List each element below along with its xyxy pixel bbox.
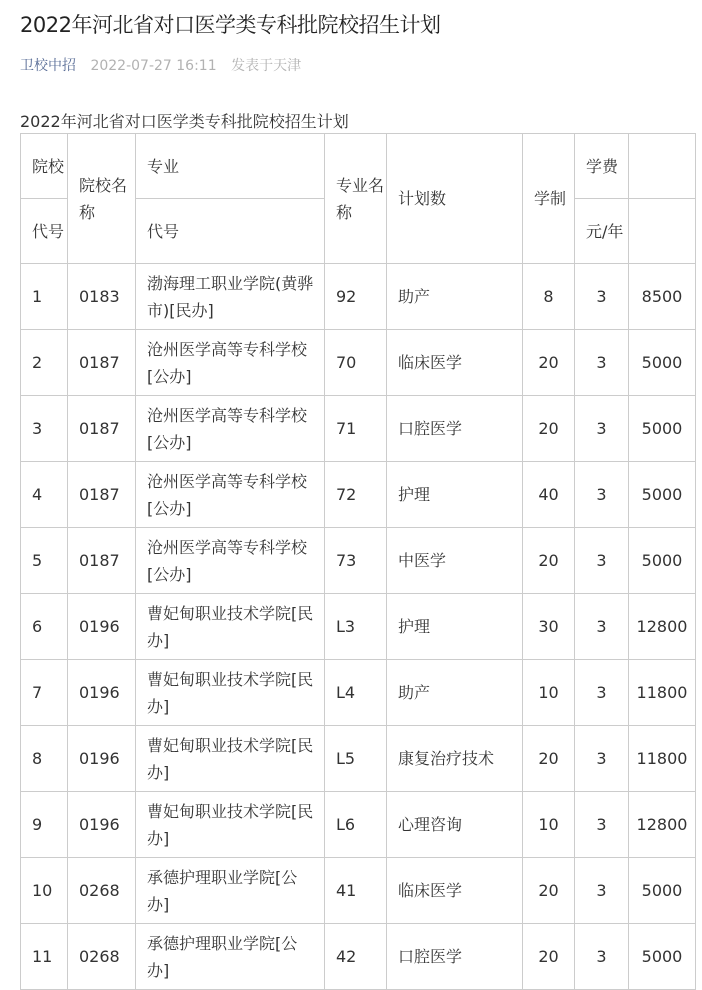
row-index-cell: 10 bbox=[21, 858, 68, 924]
row-index-cell: 7 bbox=[21, 660, 68, 726]
major-name-cell: 临床医学 bbox=[387, 330, 523, 396]
major-code-cell: 73 bbox=[325, 528, 387, 594]
school-code-cell: 0196 bbox=[68, 792, 136, 858]
major-name-cell: 护理 bbox=[387, 462, 523, 528]
school-code-cell: 0196 bbox=[68, 660, 136, 726]
table-row bbox=[21, 594, 696, 660]
school-name-cell: 沧州医学高等专科学校[公办] bbox=[136, 330, 325, 396]
major-code-cell: L6 bbox=[325, 792, 387, 858]
fee-cell: 5000 bbox=[629, 924, 696, 990]
header-fee-bottom: 元/年 bbox=[575, 199, 629, 264]
plan-count-cell: 10 bbox=[523, 792, 575, 858]
major-code-cell: L5 bbox=[325, 726, 387, 792]
fee-cell: 5000 bbox=[629, 330, 696, 396]
header-school-code-top: 院校 bbox=[21, 134, 68, 199]
duration-cell: 3 bbox=[575, 528, 629, 594]
plan-count-cell: 20 bbox=[523, 330, 575, 396]
major-code-cell: 70 bbox=[325, 330, 387, 396]
row-index-cell: 8 bbox=[21, 726, 68, 792]
major-name-cell: 口腔医学 bbox=[387, 396, 523, 462]
school-code-cell: 0196 bbox=[68, 594, 136, 660]
major-name-cell: 心理咨询 bbox=[387, 792, 523, 858]
plan-count-cell: 40 bbox=[523, 462, 575, 528]
duration-cell: 3 bbox=[575, 924, 629, 990]
school-name-cell: 渤海理工职业学院(黄骅市)[民办] bbox=[136, 264, 325, 330]
table-row bbox=[21, 264, 696, 330]
school-name-cell: 曹妃甸职业技术学院[民办] bbox=[136, 792, 325, 858]
plan-count-cell: 20 bbox=[523, 726, 575, 792]
school-name-cell: 沧州医学高等专科学校[公办] bbox=[136, 462, 325, 528]
table-row bbox=[21, 462, 696, 528]
school-code-cell: 0187 bbox=[68, 528, 136, 594]
row-index-cell: 3 bbox=[21, 396, 68, 462]
major-name-cell: 护理 bbox=[387, 594, 523, 660]
major-code-cell: 72 bbox=[325, 462, 387, 528]
header-fee-top: 学费 bbox=[575, 134, 629, 199]
fee-cell: 11800 bbox=[629, 660, 696, 726]
duration-cell: 3 bbox=[575, 264, 629, 330]
header-school-code-bottom: 代号 bbox=[21, 199, 68, 264]
school-name-cell: 曹妃甸职业技术学院[民办] bbox=[136, 594, 325, 660]
major-name-cell: 助产 bbox=[387, 264, 523, 330]
header-major-name: 专业名称 bbox=[325, 134, 387, 264]
table-body bbox=[21, 264, 696, 990]
header-school-name: 院校名称 bbox=[68, 134, 136, 264]
header-major-bottom: 代号 bbox=[136, 199, 325, 264]
school-name-cell: 沧州医学高等专科学校[公办] bbox=[136, 528, 325, 594]
header-empty-bottom bbox=[629, 199, 696, 264]
enrollment-table bbox=[20, 133, 696, 990]
school-code-cell: 0187 bbox=[68, 396, 136, 462]
duration-cell: 3 bbox=[575, 462, 629, 528]
duration-cell: 3 bbox=[575, 594, 629, 660]
duration-cell: 3 bbox=[575, 792, 629, 858]
major-name-cell: 口腔医学 bbox=[387, 924, 523, 990]
row-index-cell: 11 bbox=[21, 924, 68, 990]
fee-cell: 5000 bbox=[629, 858, 696, 924]
row-index-cell: 5 bbox=[21, 528, 68, 594]
school-code-cell: 0268 bbox=[68, 858, 136, 924]
school-code-cell: 0187 bbox=[68, 330, 136, 396]
publish-time: 2022-07-27 16:11 bbox=[90, 58, 217, 74]
fee-cell: 8500 bbox=[629, 264, 696, 330]
school-name-cell: 承德护理职业学院[公办] bbox=[136, 858, 325, 924]
school-code-cell: 0183 bbox=[68, 264, 136, 330]
fee-cell: 12800 bbox=[629, 792, 696, 858]
header-duration: 学制 bbox=[523, 134, 575, 264]
major-code-cell: L3 bbox=[325, 594, 387, 660]
plan-count-cell: 20 bbox=[523, 396, 575, 462]
duration-cell: 3 bbox=[575, 330, 629, 396]
header-major-top: 专业 bbox=[136, 134, 325, 199]
school-name-cell: 曹妃甸职业技术学院[民办] bbox=[136, 660, 325, 726]
major-name-cell: 中医学 bbox=[387, 528, 523, 594]
school-code-cell: 0268 bbox=[68, 924, 136, 990]
fee-cell: 11800 bbox=[629, 726, 696, 792]
table-row bbox=[21, 792, 696, 858]
row-index-cell: 1 bbox=[21, 264, 68, 330]
fee-cell: 12800 bbox=[629, 594, 696, 660]
major-code-cell: L4 bbox=[325, 660, 387, 726]
table-row bbox=[21, 396, 696, 462]
plan-count-cell: 30 bbox=[523, 594, 575, 660]
plan-count-cell: 10 bbox=[523, 660, 575, 726]
major-code-cell: 41 bbox=[325, 858, 387, 924]
article-title: 2022年河北省对口医学类专科批院校招生计划 bbox=[20, 13, 441, 37]
duration-cell: 3 bbox=[575, 396, 629, 462]
plan-count-cell: 20 bbox=[523, 528, 575, 594]
header-plan: 计划数 bbox=[387, 134, 523, 264]
enrollment-table-wrapper bbox=[20, 133, 695, 990]
row-index-cell: 9 bbox=[21, 792, 68, 858]
article-meta bbox=[20, 55, 301, 75]
author-link[interactable]: 卫校中招 bbox=[20, 58, 76, 74]
header-empty-top bbox=[629, 134, 696, 199]
school-code-cell: 0187 bbox=[68, 462, 136, 528]
school-name-cell: 曹妃甸职业技术学院[民办] bbox=[136, 726, 325, 792]
fee-cell: 5000 bbox=[629, 528, 696, 594]
row-index-cell: 4 bbox=[21, 462, 68, 528]
row-index-cell: 2 bbox=[21, 330, 68, 396]
table-row bbox=[21, 726, 696, 792]
duration-cell: 3 bbox=[575, 726, 629, 792]
table-row bbox=[21, 330, 696, 396]
table-row bbox=[21, 528, 696, 594]
school-name-cell: 沧州医学高等专科学校[公办] bbox=[136, 396, 325, 462]
fee-cell: 5000 bbox=[629, 396, 696, 462]
major-code-cell: 71 bbox=[325, 396, 387, 462]
table-caption: 2022年河北省对口医学类专科批院校招生计划 bbox=[20, 112, 349, 131]
plan-count-cell: 20 bbox=[523, 858, 575, 924]
table-row bbox=[21, 858, 696, 924]
major-code-cell: 42 bbox=[325, 924, 387, 990]
duration-cell: 3 bbox=[575, 660, 629, 726]
plan-count-cell: 8 bbox=[523, 264, 575, 330]
table-row bbox=[21, 660, 696, 726]
major-name-cell: 临床医学 bbox=[387, 858, 523, 924]
publish-location: 发表于天津 bbox=[231, 58, 302, 74]
plan-count-cell: 20 bbox=[523, 924, 575, 990]
table-header bbox=[21, 134, 696, 264]
major-name-cell: 助产 bbox=[387, 660, 523, 726]
row-index-cell: 6 bbox=[21, 594, 68, 660]
major-code-cell: 92 bbox=[325, 264, 387, 330]
duration-cell: 3 bbox=[575, 858, 629, 924]
school-code-cell: 0196 bbox=[68, 726, 136, 792]
table-row bbox=[21, 924, 696, 990]
school-name-cell: 承德护理职业学院[公办] bbox=[136, 924, 325, 990]
major-name-cell: 康复治疗技术 bbox=[387, 726, 523, 792]
fee-cell: 5000 bbox=[629, 462, 696, 528]
